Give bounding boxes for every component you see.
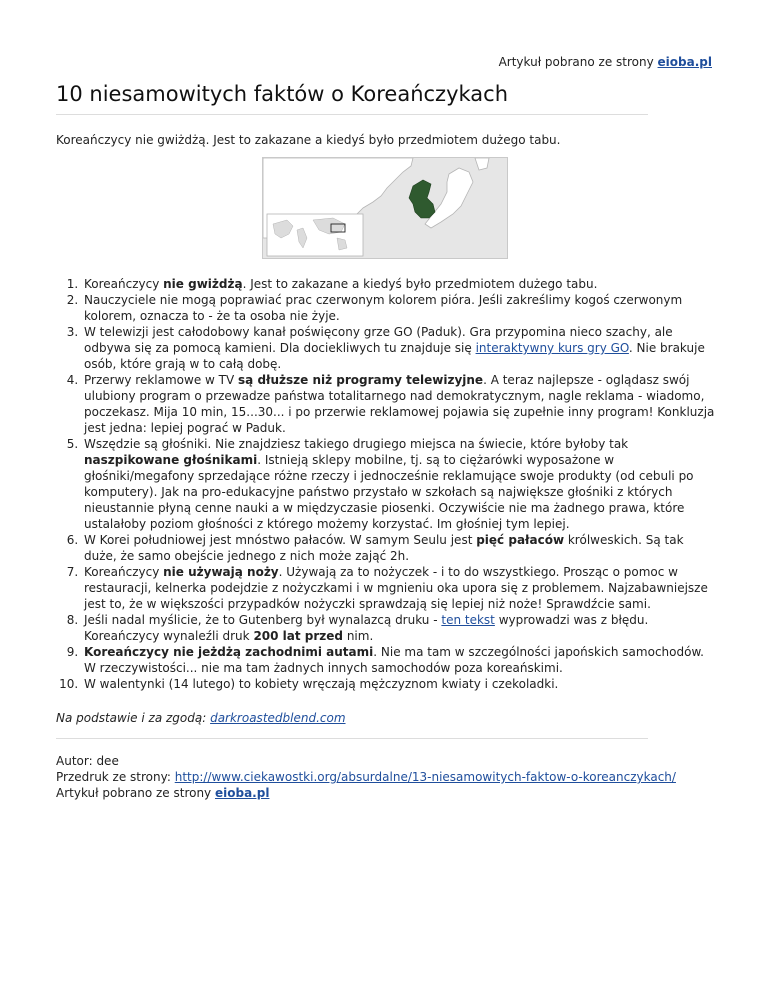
go-course-link[interactable]: interaktywny kurs gry GO <box>475 341 629 355</box>
map-graphic <box>263 158 507 258</box>
footer-divider <box>56 738 648 739</box>
fact-7-emphasis: nie używają noży <box>163 565 279 579</box>
facts-list <box>56 276 716 692</box>
fact-item-3: 3. W telewizji jest całodobowy kanał poświęcony grze GO (Paduk). Gra przypomina nieco szachy, ale odbywa się za pomocą kamieni. Dla dociekliwych tu znajduje się interaktywny kurs gry GO. Nie brakuje osób, które grają w to całą dobę. <box>82 324 716 372</box>
header-source-prefix: Artykuł pobrano ze strony <box>498 55 654 69</box>
fact-8-emphasis: 200 lat przed <box>253 629 344 643</box>
fact-6-emphasis: pięć pałaców <box>476 533 565 547</box>
fact-item-9: 9. Koreańczycy nie jeżdżą zachodnimi autami. Nie ma tam w szczególności japońskich samochodów. W rzeczywistości... nie ma tam żadnych innych samochodów poza koreańskimi. <box>82 644 716 676</box>
page-title: 10 niesamowitych faktów o Koreańczykach <box>56 82 509 106</box>
footer-source-prefix: Artykuł pobrano ze strony <box>56 786 215 800</box>
fact-item-8: 8. Jeśli nadal myślicie, że to Gutenberg był wynalazcą druku - ten tekst wyprowadzi was z błędu. Koreańczycy wynaleźli druk 200 lat przed nim. <box>82 612 716 644</box>
credit-prefix: Na podstawie i za zgodą: <box>56 711 211 725</box>
author-line: Autor: dee <box>56 754 119 768</box>
fact-1-emphasis: nie gwiżdżą <box>163 277 243 291</box>
fact-item-5: 5. Wszędzie są głośniki. Nie znajdziesz takiego drugiego miejsca na świecie, które byłoby tak naszpikowane głośnikami. Istnieją sklepy mobilne, tj. są to ciężarówki wyposażone w głośniki/megafony sprzedające różne rzeczy i jednocześnie reklamujące swoje produkty (od cebuli po komputery). Jak na pro-edukacyjne państwo przystało w szkołach są największe głośniki z których nieustannie płyną cenne nauki a w międzyczasie piosenki. Oczywiście nie ma żadnego prawa, które ustalałoby poziom głośności z którego możemy korzystać. Im głośniej tym lepiej. <box>82 436 716 532</box>
credit-line <box>56 710 346 726</box>
article-footer <box>56 753 716 801</box>
fact-4-emphasis: są dłuższe niż programy telewizyjne <box>238 373 484 387</box>
fact-5-emphasis: naszpikowane głośnikami <box>84 453 258 467</box>
reprint-line <box>56 769 716 785</box>
fact-item-4: 4. Przerwy reklamowe w TV są dłuższe niż programy telewizyjne. A teraz najlepsze - oglądasz swój ulubiony program o przewadze państwa totalitarnego nad demokratycznym, nagle reklama - wiadomo, poczekasz. Mija 10 min, 15...30... i po przerwie reklamowej pojawia się zupełnie inny program! Konkluzja jest jedna: lepiej pograć w Paduk. <box>82 372 716 436</box>
fact-item-1: 1. Koreańczycy nie gwiżdżą. Jest to zakazane a kiedyś było przedmiotem dużego tabu. <box>82 276 716 292</box>
reprint-prefix: Przedruk ze strony: <box>56 770 175 784</box>
fact-item-7: 7. Koreańczycy nie używają noży. Używają za to nożyczek - i to do wszystkiego. Prosząc o pomoc w restauracji, kelnerka podejdzie z nożyczkami i w mgnieniu oka upora się z problemem. Najzabawniejsze jest to, że w większości przypadków nożyczki sprawdzają się lepiej niż noże! Sprawdźcie sami. <box>82 564 716 612</box>
reprint-link[interactable]: http://www.ciekawostki.org/absurdalne/13-niesamowitych-faktow-o-koreanczykach/ <box>174 770 676 784</box>
header-source-link[interactable]: eioba.pl <box>657 55 712 69</box>
fact-item-2: 2. Nauczyciele nie mogą poprawiać prac czerwonym kolorem pióra. Jeśli zakreślimy kogoś czerwonym kolorem, oznacza to - że ta osoba nie żyje. <box>82 292 716 324</box>
title-divider <box>56 114 648 115</box>
credit-link[interactable]: darkroastedblend.com <box>210 711 346 725</box>
fact-item-6: 6. W Korei południowej jest mnóstwo pałaców. W samym Seulu jest pięć pałaców królweskich. Są tak duże, że samo obejście jednego z nich może zająć 2h. <box>82 532 716 564</box>
header-source-line <box>499 54 712 70</box>
footer-source-link[interactable]: eioba.pl <box>214 786 270 800</box>
intro-paragraph: Koreańczycy nie gwiżdżą. Jest to zakazane a kiedyś było przedmiotem dużego tabu. <box>56 133 561 147</box>
korea-location-map <box>262 157 508 259</box>
fact-item-10: 10. W walentynki (14 lutego) to kobiety wręczają mężczyznom kwiaty i czekoladki. <box>82 676 716 692</box>
gutenberg-text-link[interactable]: ten tekst <box>441 613 495 627</box>
fact-9-emphasis: Koreańczycy nie jeżdżą zachodnimi autami <box>84 645 374 659</box>
footer-source-line <box>56 785 716 801</box>
